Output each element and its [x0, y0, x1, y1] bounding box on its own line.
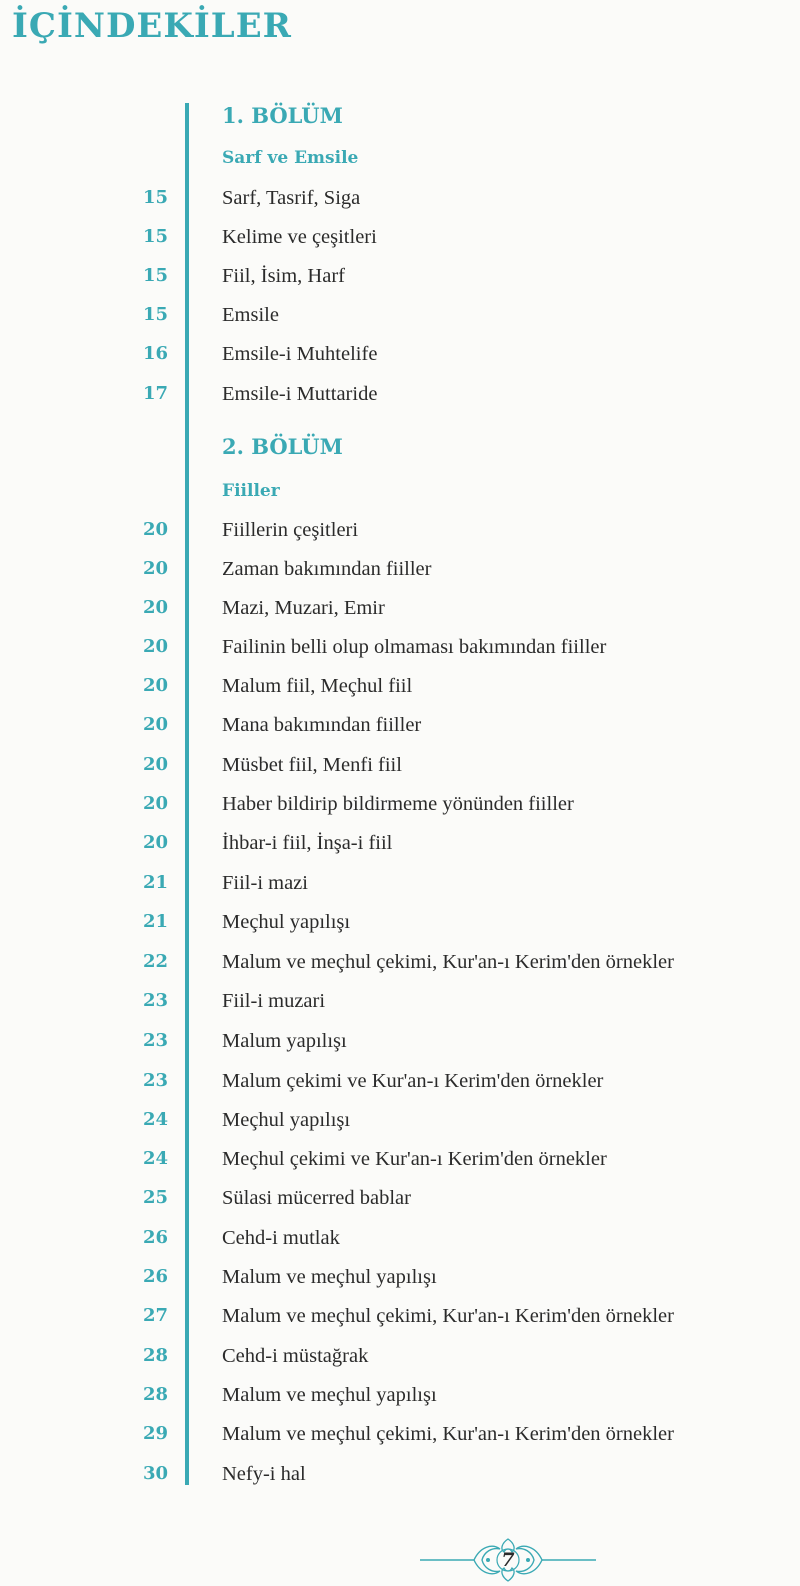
toc-page-number: 23 — [142, 1030, 168, 1051]
toc-entry-text: Emsile-i Muhtelife — [222, 343, 378, 365]
toc-entry-text: Fiil-i muzari — [222, 990, 326, 1012]
toc-page-number: 21 — [142, 872, 168, 893]
toc-entry — [0, 1062, 800, 1100]
toc-page-number: 27 — [142, 1305, 168, 1326]
toc-entry — [0, 628, 800, 666]
toc-page-number: 22 — [142, 951, 168, 972]
toc-entry — [0, 1297, 800, 1335]
toc-page-number: 23 — [142, 990, 168, 1011]
toc-entry — [0, 1455, 800, 1493]
toc-entry-text: Emsile-i Muttaride — [222, 383, 378, 405]
toc-entry — [0, 1140, 800, 1178]
toc-entry-text: Müsbet fiil, Menfi fiil — [222, 754, 402, 776]
toc-entry-text: Fiil, İsim, Harf — [222, 265, 345, 287]
toc-page-number: 15 — [142, 265, 168, 286]
toc-entry-text: Cehd-i mutlak — [222, 1227, 340, 1249]
toc-page-number: 24 — [142, 1109, 168, 1130]
toc-entry-text: Zaman bakımından fiiller — [222, 558, 432, 580]
toc-entry-text: Sarf, Tasrif, Siga — [222, 187, 361, 209]
toc-entry — [0, 1101, 800, 1139]
toc-page-number: 28 — [142, 1384, 168, 1405]
toc-page-number: 15 — [142, 304, 168, 325]
toc-entry — [0, 864, 800, 902]
toc-page-number: 15 — [142, 187, 168, 208]
toc-entry — [0, 943, 800, 981]
toc-entry — [0, 903, 800, 941]
toc-entry — [0, 335, 800, 373]
toc-entry-text: Fiillerin çeşitleri — [222, 519, 359, 541]
toc-entry-text: Cehd-i müstağrak — [222, 1345, 369, 1367]
section-part-title: 1. BÖLÜM — [222, 103, 343, 128]
toc-page-number: 20 — [142, 519, 168, 540]
section-subtitle-row — [0, 472, 800, 510]
toc-entry-text: Meçhul yapılışı — [222, 1109, 351, 1131]
toc-entry — [0, 1258, 800, 1296]
toc-entry-text: Failinin belli olup olmaması bakımından fiiller — [222, 636, 607, 658]
toc-entry-text: Nefy-i hal — [222, 1463, 306, 1485]
toc-entry-text: Meçhul yapılışı — [222, 911, 351, 933]
toc-entry — [0, 296, 800, 334]
toc-entry-text: Malum ve meçhul çekimi, Kur'an-ı Kerim'den örnekler — [222, 1423, 674, 1445]
toc-entry-text: Mazi, Muzari, Emir — [222, 597, 385, 619]
toc-entry-text: Malum ve meçhul yapılışı — [222, 1266, 437, 1288]
toc-entry-text: İhbar-i fiil, İnşa-i fiil — [222, 832, 393, 854]
toc-page-number: 17 — [142, 383, 168, 404]
toc-page-number: 20 — [142, 597, 168, 618]
toc-entry-text: Malum ve meçhul yapılışı — [222, 1384, 437, 1406]
toc-entry — [0, 667, 800, 705]
toc-page-number: 20 — [142, 793, 168, 814]
section-part-title: 2. BÖLÜM — [222, 434, 343, 459]
toc-page-number: 16 — [142, 343, 168, 364]
page-number: 7 — [501, 1549, 515, 1571]
toc-entry-text: Emsile — [222, 304, 279, 326]
toc-entry-text: Malum ve meçhul çekimi, Kur'an-ı Kerim'den örnekler — [222, 951, 674, 973]
toc-entry — [0, 746, 800, 784]
section-heading — [0, 428, 800, 466]
toc-entry — [0, 1022, 800, 1060]
page-title: İÇİNDEKİLER — [12, 6, 292, 46]
toc-page-number: 20 — [142, 832, 168, 853]
toc-entry — [0, 1376, 800, 1414]
toc-page-number: 20 — [142, 636, 168, 657]
toc-page-number: 30 — [142, 1463, 168, 1484]
toc-entry — [0, 218, 800, 256]
toc-entry — [0, 824, 800, 862]
page-footer — [418, 1535, 598, 1585]
toc-page-number: 23 — [142, 1070, 168, 1091]
toc-entry — [0, 1219, 800, 1257]
section-subtitle: Sarf ve Emsile — [222, 148, 359, 168]
toc-page-number: 21 — [142, 911, 168, 932]
toc-entry-text: Meçhul çekimi ve Kur'an-ı Kerim'den örnekler — [222, 1148, 607, 1170]
toc-entry — [0, 550, 800, 588]
toc-page-number: 20 — [142, 675, 168, 696]
toc-entry — [0, 1415, 800, 1453]
toc-page-number: 26 — [142, 1227, 168, 1248]
toc-entry-text: Kelime ve çeşitleri — [222, 226, 377, 248]
toc-page-number: 20 — [142, 558, 168, 579]
toc-entry-text: Malum çekimi ve Kur'an-ı Kerim'den örnekler — [222, 1070, 604, 1092]
toc-page-number: 15 — [142, 226, 168, 247]
toc-entry-text: Malum yapılışı — [222, 1030, 347, 1052]
toc-page-number: 20 — [142, 714, 168, 735]
toc-entry — [0, 589, 800, 627]
toc-entry-text: Mana bakımından fiiller — [222, 714, 422, 736]
toc-entry — [0, 257, 800, 295]
toc-page-number: 28 — [142, 1345, 168, 1366]
toc-page-number: 24 — [142, 1148, 168, 1169]
toc-entry-text: Sülasi mücerred bablar — [222, 1187, 411, 1209]
section-subtitle: Fiiller — [222, 481, 280, 501]
section-heading — [0, 97, 800, 135]
toc-entry — [0, 706, 800, 744]
toc-page-number: 25 — [142, 1187, 168, 1208]
toc-page-number: 20 — [142, 754, 168, 775]
toc-entry-text: Malum fiil, Meçhul fiil — [222, 675, 413, 697]
toc-entry — [0, 375, 800, 413]
toc-entry — [0, 982, 800, 1020]
toc-entry — [0, 1179, 800, 1217]
toc-entry — [0, 511, 800, 549]
toc-entry-text: Haber bildirip bildirmeme yönünden fiiller — [222, 793, 574, 815]
toc-page-number: 26 — [142, 1266, 168, 1287]
toc-entry-text: Malum ve meçhul çekimi, Kur'an-ı Kerim'den örnekler — [222, 1305, 674, 1327]
toc-entry-text: Fiil-i mazi — [222, 872, 308, 894]
toc-entry — [0, 785, 800, 823]
section-subtitle-row — [0, 139, 800, 177]
toc-entry — [0, 1337, 800, 1375]
toc-page-number: 29 — [142, 1423, 168, 1444]
toc-entry — [0, 179, 800, 217]
